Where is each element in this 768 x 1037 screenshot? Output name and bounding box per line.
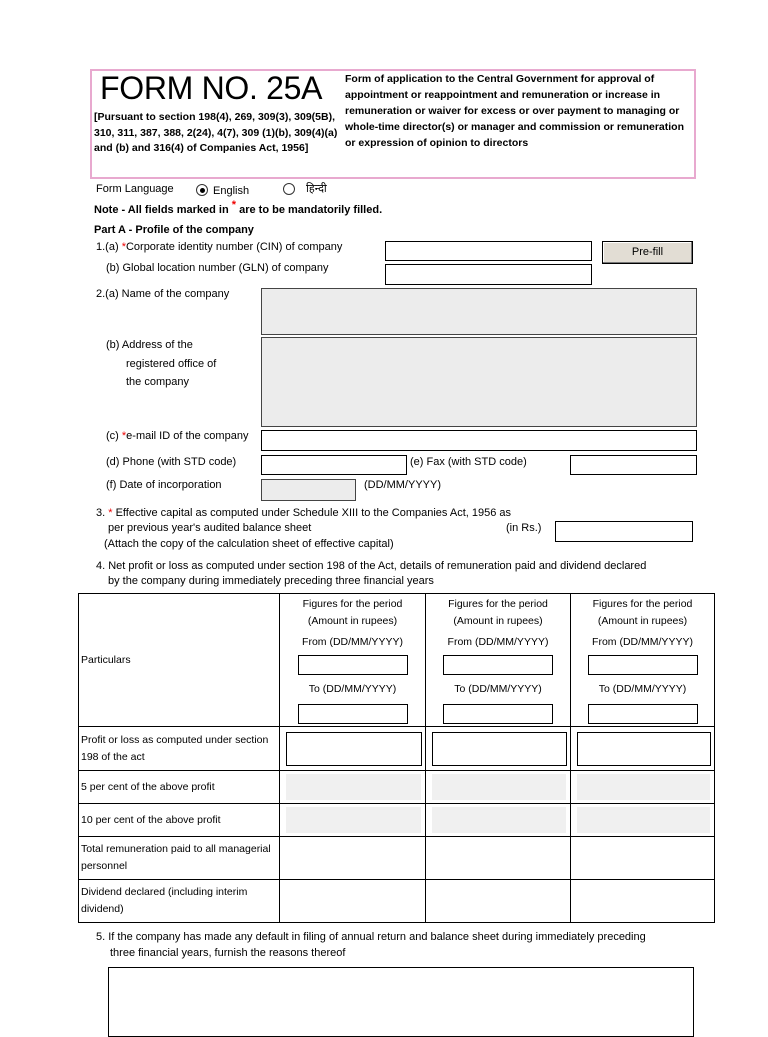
table-row bbox=[79, 771, 715, 804]
row-label-profit: Profit or loss as computed under section 198 of the act bbox=[79, 727, 280, 771]
email-label-row bbox=[106, 429, 248, 443]
table-row bbox=[79, 804, 715, 837]
address-field[interactable] bbox=[261, 337, 697, 427]
form-description: Form of application to the Central Government for approval of appointment or reappointment and remuneration or increase in remuneration or waiver for excess or over payment to managing or whole-time director(s) or manager and commission or remuneration or expression of opinion to directors bbox=[345, 73, 684, 149]
doi-label: (f) Date of incorporation bbox=[106, 479, 222, 491]
period-header-text: Figures for the period bbox=[448, 598, 548, 610]
q5-line2: three financial years, furnish the reasons thereof bbox=[110, 947, 346, 959]
q3-line3: (Attach the copy of the calculation sheet of effective capital) bbox=[104, 538, 394, 550]
profit-input-3[interactable] bbox=[577, 732, 711, 766]
required-star: * bbox=[108, 507, 113, 519]
profit-cell-1 bbox=[280, 727, 426, 771]
row-label-remuneration: Total remuneration paid to all managerial personnel bbox=[79, 837, 280, 880]
table-row bbox=[79, 880, 715, 923]
row-label-10pct: 10 per cent of the above profit bbox=[79, 804, 280, 837]
dividend-cell-3[interactable] bbox=[571, 880, 715, 923]
financials-table bbox=[78, 593, 715, 923]
ten-pct-field-1 bbox=[286, 807, 421, 833]
phone-input[interactable] bbox=[261, 455, 407, 475]
company-name-field[interactable] bbox=[261, 288, 697, 335]
five-pct-field-2 bbox=[432, 774, 566, 800]
doi-format: (DD/MM/YYYY) bbox=[364, 479, 441, 491]
remuneration-cell-3[interactable] bbox=[571, 837, 715, 880]
from-label: From (DD/MM/YYYY) bbox=[592, 636, 693, 648]
to-date-input-1[interactable] bbox=[298, 704, 408, 724]
from-label: From (DD/MM/YYYY) bbox=[447, 636, 549, 648]
mandatory-note bbox=[94, 199, 383, 217]
remuneration-cell-1[interactable] bbox=[280, 837, 426, 880]
q5-line1: 5. If the company has made any default in filing of annual return and balance sheet during immediately preceding bbox=[96, 931, 646, 943]
q4-line1: 4. Net profit or loss as computed under section 198 of the Act, details of remuneration paid and dividend declared bbox=[96, 560, 647, 572]
cin-number: 1.(a) bbox=[96, 241, 119, 253]
to-label: To (DD/MM/YYYY) bbox=[454, 682, 542, 695]
to-date-input-3[interactable] bbox=[588, 704, 698, 724]
effective-capital-input[interactable] bbox=[555, 521, 693, 542]
radio-english[interactable] bbox=[196, 184, 208, 196]
q3-line2: per previous year's audited balance sheet bbox=[108, 522, 312, 534]
from-date-input-1[interactable] bbox=[298, 655, 408, 675]
company-name-label: 2.(a) Name of the company bbox=[96, 288, 230, 300]
ten-pct-cell-2 bbox=[426, 804, 571, 837]
address-label-1: (b) Address of the bbox=[106, 339, 193, 351]
pursuant-text: [Pursuant to section 198(4), 269, 309(3), 309(5B), 310, 311, 387, 388, 2(24), 4(7), 309 (1)(b), 309(4)(a) and (b) and 316(4) of Companies Act, 1956] bbox=[94, 111, 338, 154]
table-row bbox=[79, 837, 715, 880]
q3-unit: (in Rs.) bbox=[506, 522, 542, 534]
profit-cell-2 bbox=[426, 727, 571, 771]
cin-input[interactable] bbox=[385, 241, 592, 261]
note-prefix: Note - All fields marked in bbox=[94, 204, 229, 216]
email-prefix: (c) bbox=[106, 430, 119, 442]
address-label-2: registered office of bbox=[126, 358, 217, 370]
period-header-unit: (Amount in rupees) bbox=[307, 614, 398, 627]
table-row bbox=[79, 727, 715, 771]
gln-label: (b) Global location number (GLN) of company bbox=[106, 262, 329, 274]
from-date-input-2[interactable] bbox=[443, 655, 553, 675]
note-suffix: are to be mandatorily filled. bbox=[239, 204, 383, 216]
period-header-1 bbox=[280, 594, 426, 727]
period-header-2 bbox=[426, 594, 571, 727]
radio-selected-dot bbox=[200, 188, 205, 193]
profit-input-2[interactable] bbox=[432, 732, 567, 766]
address-label-3: the company bbox=[126, 376, 189, 388]
to-date-input-2[interactable] bbox=[443, 704, 553, 724]
ten-pct-field-2 bbox=[432, 807, 566, 833]
five-pct-cell-3 bbox=[571, 771, 715, 804]
ten-pct-cell-1 bbox=[280, 804, 426, 837]
q3-line1 bbox=[96, 506, 511, 520]
phone-label: (d) Phone (with STD code) bbox=[106, 456, 237, 468]
doi-field[interactable] bbox=[261, 479, 356, 501]
period-header-text: Figures for the period bbox=[302, 598, 403, 610]
q3-text: Effective capital as computed under Schedule XIII to the Companies Act, 1956 as bbox=[115, 507, 512, 519]
from-label: From (DD/MM/YYYY) bbox=[302, 636, 403, 648]
to-label: To (DD/MM/YYYY) bbox=[598, 682, 687, 695]
cin-label: Corporate identity number (CIN) of company bbox=[125, 241, 343, 253]
period-header-unit: (Amount in rupees) bbox=[597, 614, 688, 627]
email-input[interactable] bbox=[261, 430, 697, 451]
radio-hindi-label: हिन्दी bbox=[306, 183, 327, 195]
gln-input[interactable] bbox=[385, 264, 592, 285]
period-header-3 bbox=[571, 594, 715, 727]
ten-pct-field-3 bbox=[577, 807, 710, 833]
fax-label: (e) Fax (with STD code) bbox=[410, 456, 527, 468]
dividend-cell-1[interactable] bbox=[280, 880, 426, 923]
part-a-title: Part A - Profile of the company bbox=[94, 224, 254, 236]
prefill-button[interactable]: Pre-fill bbox=[602, 241, 693, 264]
five-pct-cell-1 bbox=[280, 771, 426, 804]
cin-label-row bbox=[96, 240, 342, 254]
radio-english-label: English bbox=[213, 185, 250, 197]
table-header-row bbox=[79, 594, 715, 727]
remuneration-cell-2[interactable] bbox=[426, 837, 571, 880]
five-pct-field-1 bbox=[286, 774, 421, 800]
email-label: e-mail ID of the company bbox=[126, 430, 249, 442]
period-header-text: Figures for the period bbox=[592, 598, 693, 610]
form-language-label: Form Language bbox=[96, 183, 174, 195]
q3-number: 3. bbox=[96, 507, 106, 519]
dividend-cell-2[interactable] bbox=[426, 880, 571, 923]
row-label-dividend: Dividend declared (including interim dividend) bbox=[79, 880, 280, 923]
required-star: * bbox=[231, 199, 237, 211]
profit-cell-3 bbox=[571, 727, 715, 771]
from-date-input-3[interactable] bbox=[588, 655, 698, 675]
fax-input[interactable] bbox=[570, 455, 697, 475]
required-star: * bbox=[121, 430, 127, 442]
row-label-5pct: 5 per cent of the above profit bbox=[79, 771, 280, 804]
q4-line2: by the company during immediately preceding three financial years bbox=[108, 575, 434, 587]
default-reasons-field[interactable] bbox=[108, 967, 694, 1037]
required-star: * bbox=[121, 241, 126, 253]
five-pct-field-3 bbox=[577, 774, 710, 800]
ten-pct-cell-3 bbox=[571, 804, 715, 837]
profit-input-1[interactable] bbox=[286, 732, 422, 766]
particulars-header: Particulars bbox=[79, 594, 280, 727]
to-label: To (DD/MM/YYYY) bbox=[308, 682, 397, 695]
five-pct-cell-2 bbox=[426, 771, 571, 804]
period-header-unit: (Amount in rupees) bbox=[453, 614, 543, 627]
radio-hindi[interactable] bbox=[283, 183, 295, 195]
form-number-title: FORM NO. 25A bbox=[100, 70, 323, 106]
